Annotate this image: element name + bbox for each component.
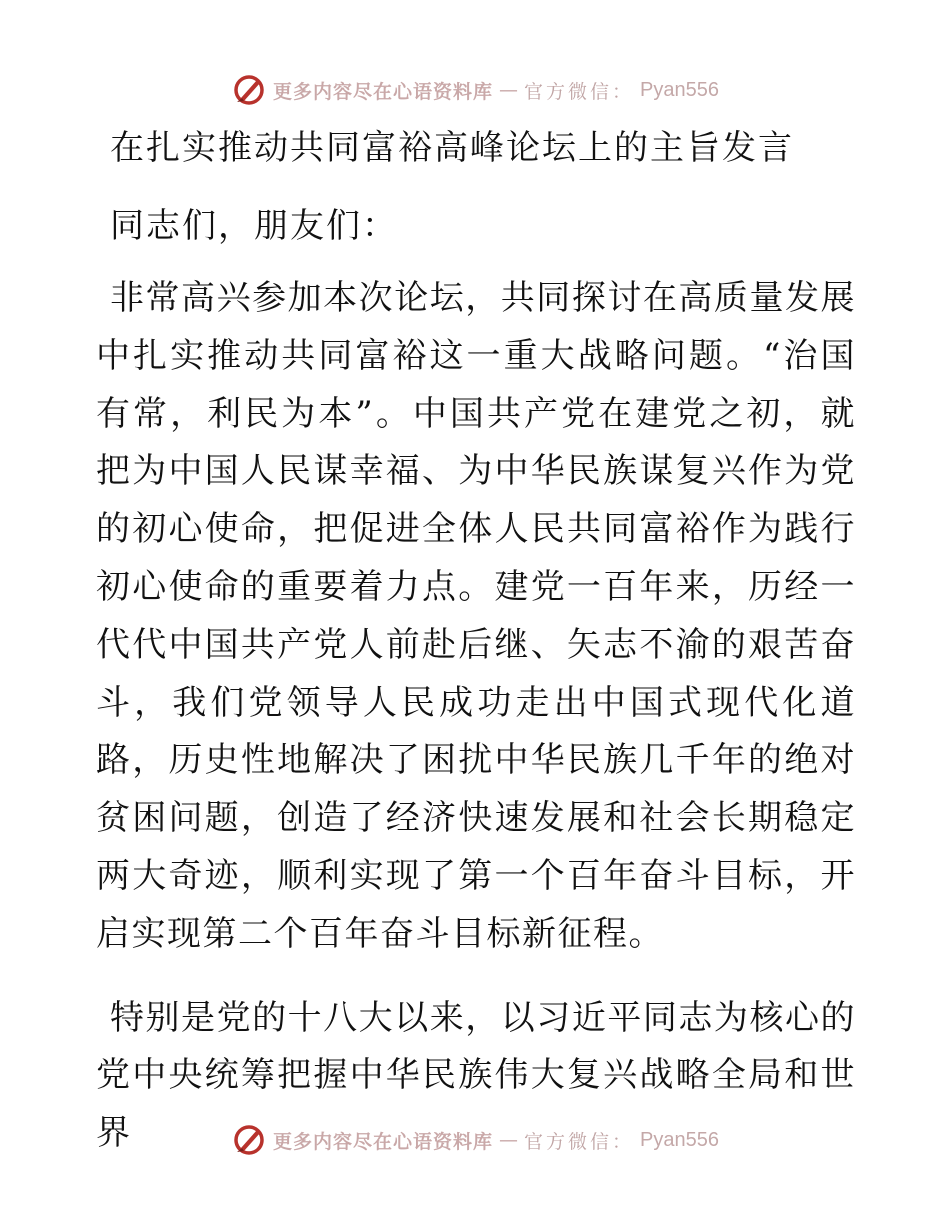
banner-dash: —: [499, 1129, 519, 1151]
wechat-handle: Pyan556: [640, 1128, 719, 1151]
paragraph: 非常高兴参加本次论坛，共同探讨在高质量发展中扎实推动共同富裕这一重大战略问题。“治国有常，利民为本”。中国共产党在建党之初，就把为中国人民谋幸福、为中华民族谋复兴作为党的初心使命，把促进全体人民共同富裕作为践行初心使命的重要着力点。建党一百年来，历经一代代中国共产党人前赴后继、矢志不渝的艰苦奋斗，我们党领导人民成功走出中国式现代化道路，历史性地解决了困扰中华民族几千年的绝对贫困问题，创造了经济快速发展和社会长期稳定两大奇迹，顺利实现了第一个百年奋斗目标，开启实现第二个百年奋斗目标新征程。: [96, 278, 856, 954]
brand-logo-icon: [231, 1122, 267, 1158]
brand-text: 更多内容尽在心语资料库: [273, 1130, 494, 1153]
brand-logo-icon: [231, 72, 267, 108]
salutation: 同志们，朋友们：: [110, 206, 398, 246]
document-title: 在扎实推动共同富裕高峰论坛上的主旨发言: [110, 128, 794, 168]
wechat-label: 官方微信：: [524, 80, 635, 103]
banner-dash: —: [499, 79, 519, 101]
paragraph: 特别是党的十八大以来，以习近平同志为核心的党中央统筹把握中华民族伟大复兴战略全局和世界: [96, 997, 856, 1154]
footer-watermark-banner: [0, 1120, 950, 1160]
header-watermark-banner: [0, 70, 950, 110]
brand-text: 更多内容尽在心语资料库: [273, 80, 494, 103]
wechat-handle: Pyan556: [640, 78, 719, 101]
document-body: [96, 124, 856, 1163]
wechat-label: 官方微信：: [524, 1130, 635, 1153]
